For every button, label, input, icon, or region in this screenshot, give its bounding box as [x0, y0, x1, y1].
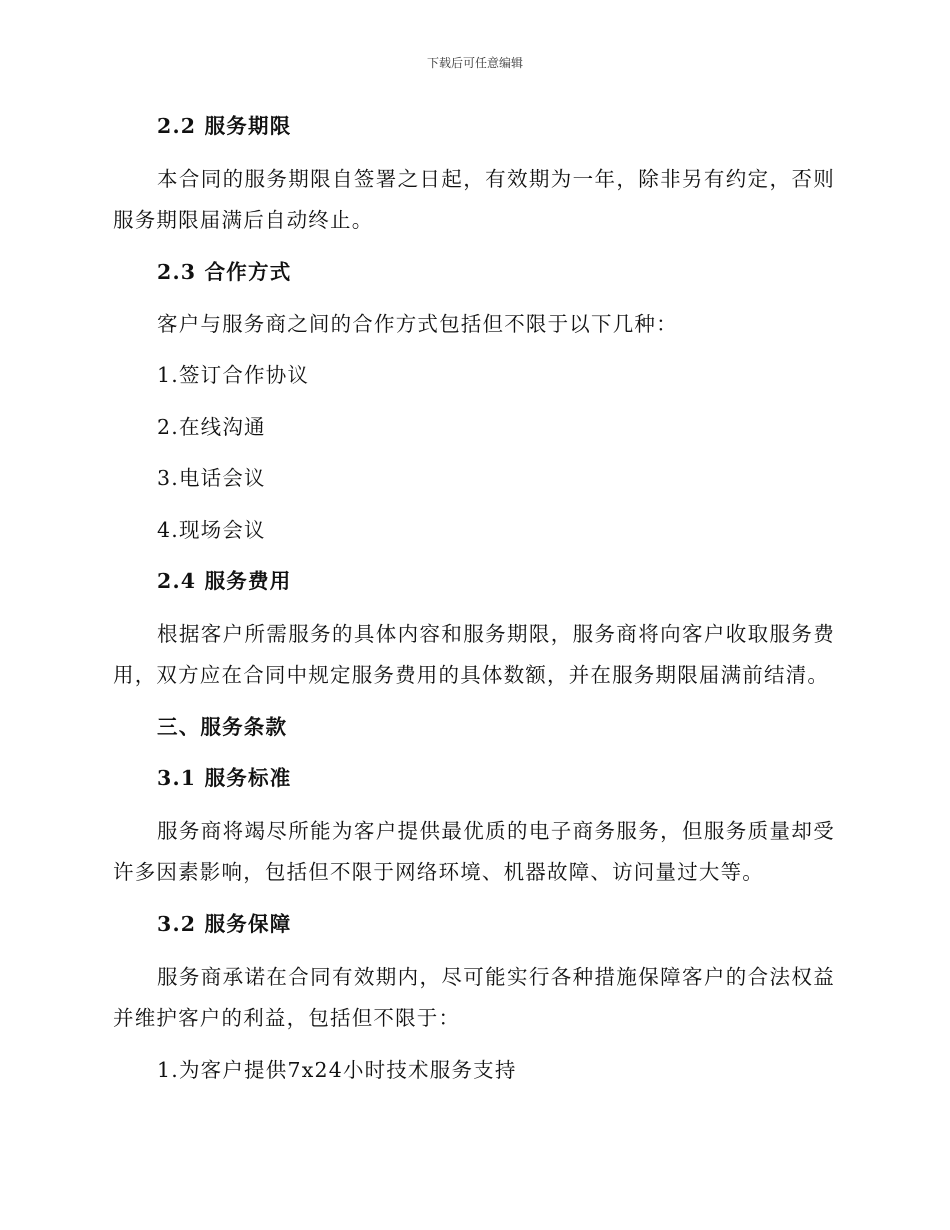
list-item: 4.现场会议	[157, 518, 266, 542]
list-item: 1.签订合作协议	[157, 363, 310, 387]
section-heading-3-1: 3.1 服务标准	[157, 766, 292, 790]
paragraph-service-term: 本合同的服务期限自签署之日起，有效期为一年，除非另有约定，否则服务期限届满后自动终止。	[113, 167, 835, 232]
list-item: 3.电话会议	[157, 466, 266, 490]
paragraph-service-standard: 服务商将竭尽所能为客户提供最优质的电子商务服务，但服务质量却受许多因素影响，包括但不限于网络环境、机器故障、访问量过大等。	[113, 819, 835, 884]
paragraph-cooperation-intro: 客户与服务商之间的合作方式包括但不限于以下几种：	[157, 312, 678, 336]
header-note: 下载后可任意编辑	[426, 56, 523, 70]
list-item: 1.为客户提供7x24小时技术服务支持	[157, 1058, 517, 1082]
section-heading-2-2: 2.2 服务期限	[157, 114, 292, 138]
paragraph-service-guarantee: 服务商承诺在合同有效期内，尽可能实行各种措施保障客户的合法权益并维护客户的利益，包括但不限于：	[113, 965, 835, 1030]
section-heading-2-4: 2.4 服务费用	[157, 569, 292, 593]
paragraph-service-fees: 根据客户所需服务的具体内容和服务期限，服务商将向客户收取服务费用，双方应在合同中规定服务费用的具体数额，并在服务期限届满前结清。	[113, 622, 835, 687]
section-heading-3-2: 3.2 服务保障	[157, 912, 292, 936]
list-item: 2.在线沟通	[157, 415, 266, 439]
section-heading-3: 三、服务条款	[157, 715, 288, 739]
section-heading-2-3: 2.3 合作方式	[157, 260, 292, 284]
